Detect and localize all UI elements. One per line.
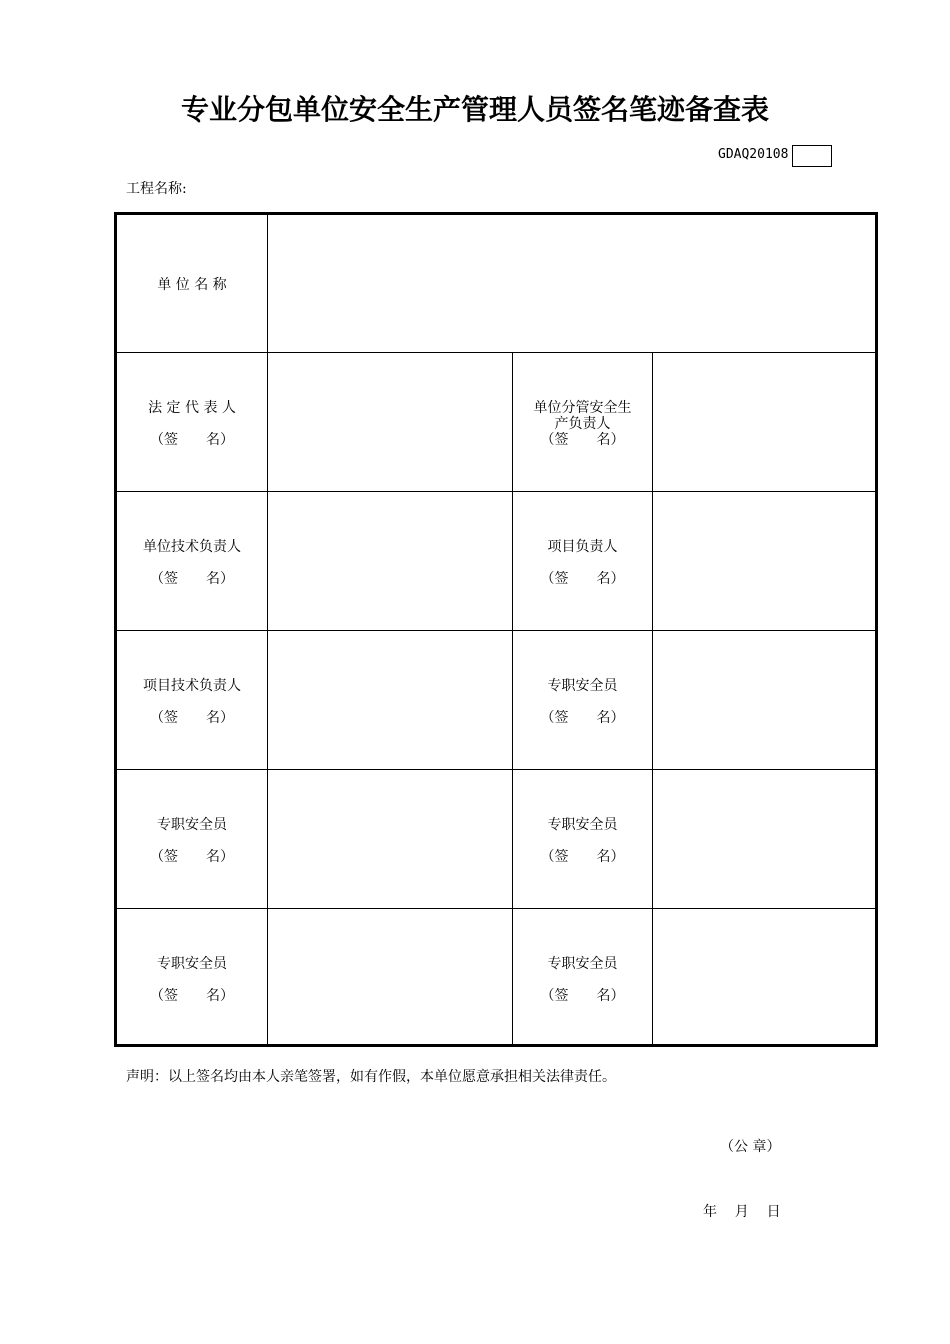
safety-officer-signature[interactable] (268, 909, 512, 1044)
safety-officer-label: 专职安全员 （签 名） (150, 817, 234, 865)
unit-technical-lead-signature[interactable] (268, 492, 512, 630)
unit-technical-lead-label: 单位技术负责人 （签 名） (143, 539, 241, 587)
safety-supervisor-label: 单位分管安全生产负责人 （签 名） (533, 400, 632, 448)
safety-officer-label: 专职安全员 （签 名） (540, 678, 625, 726)
project-name-label: 工程名称: (126, 181, 187, 197)
safety-officer-signature[interactable] (653, 631, 875, 769)
safety-officer-label: 专职安全员 （签 名） (150, 956, 234, 1004)
statement-text: 声明：以上签名均由本人亲笔签署，如有作假，本单位愿意承担相关法律责任。 (126, 1069, 616, 1085)
official-seal-label: （公 章） (720, 1139, 781, 1155)
form-code-suffix-input[interactable] (792, 145, 832, 167)
safety-officer-signature[interactable] (653, 909, 875, 1044)
legal-representative-signature[interactable] (268, 353, 512, 491)
project-manager-label: 项目负责人 （签 名） (540, 539, 625, 587)
safety-officer-label: 专职安全员 （签 名） (540, 817, 625, 865)
page-title: 专业分包单位安全生产管理人员签名笔迹备查表 (180, 93, 769, 126)
form-code: GDAQ20108 (718, 147, 789, 162)
project-technical-lead-signature[interactable] (268, 631, 512, 769)
signature-form-table (114, 212, 878, 1047)
unit-name-input[interactable] (268, 215, 875, 352)
safety-supervisor-signature[interactable] (653, 353, 875, 491)
safety-officer-signature[interactable] (268, 770, 512, 908)
project-technical-lead-label: 项目技术负责人 （签 名） (143, 678, 241, 726)
unit-name-label: 单 位 名 称 (157, 277, 227, 293)
date-field[interactable]: 年 月 日 (703, 1204, 781, 1220)
project-manager-signature[interactable] (653, 492, 875, 630)
legal-representative-label: 法 定 代 表 人 （签 名） (148, 400, 236, 448)
safety-officer-label: 专职安全员 （签 名） (540, 956, 625, 1004)
safety-officer-signature[interactable] (653, 770, 875, 908)
